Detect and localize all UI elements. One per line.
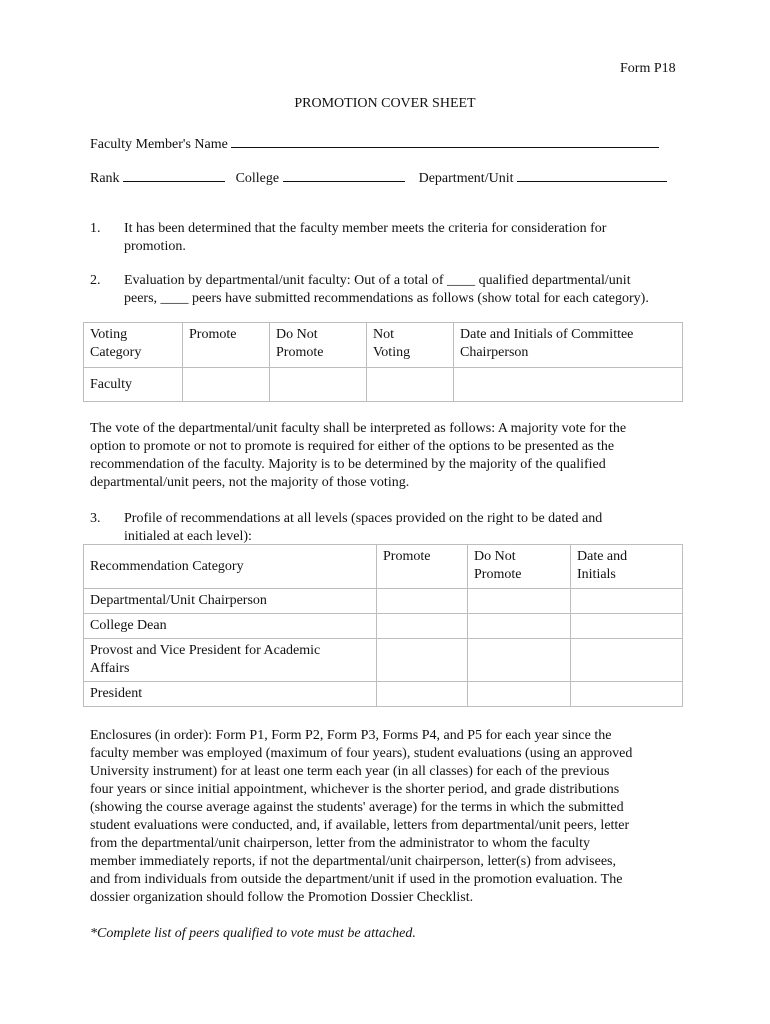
header-text: Not	[373, 327, 394, 342]
rank-label: Rank	[90, 171, 120, 186]
row-label-line: Provost and Vice President for Academic	[90, 643, 321, 658]
header-text: Promote	[474, 567, 522, 582]
row-label: College Dean	[84, 614, 377, 639]
entry-cell[interactable]	[571, 614, 683, 639]
row-label: Departmental/Unit Chairperson	[84, 589, 377, 614]
paragraph-line: faculty member was employed (maximum of four years), student evaluations (using an approved	[90, 746, 633, 761]
entry-cell[interactable]	[377, 589, 468, 614]
header-text: Date and	[577, 549, 628, 564]
header-text: Initials	[577, 567, 616, 582]
entry-cell[interactable]	[377, 682, 468, 707]
row-label	[84, 639, 377, 682]
item3-line: initialed at each level):	[124, 529, 252, 544]
entry-cell[interactable]	[367, 368, 454, 402]
table-header-row	[84, 323, 683, 368]
item1-text	[124, 220, 704, 256]
header-text: Promote	[276, 345, 324, 360]
enclosures-paragraph	[90, 727, 700, 907]
paragraph-line: dossier organization should follow the Promotion Dossier Checklist.	[90, 890, 474, 905]
paragraph-line: four years or since initial appointment, whichever is the shorter period, and grade distributions	[90, 782, 620, 797]
header-text: Promote	[383, 549, 431, 564]
item2-line: Evaluation by departmental/unit faculty: Out of a total of ____ qualified departmental/unit	[124, 273, 631, 288]
item3-line: Profile of recommendations at all levels (spaces provided on the right to be dated and	[124, 511, 603, 526]
row-label: President	[84, 682, 377, 707]
entry-cell[interactable]	[468, 639, 571, 682]
entry-cell[interactable]	[377, 639, 468, 682]
footnote: *Complete list of peers qualified to vote must be attached.	[90, 926, 416, 941]
header-text: Do Not	[276, 327, 318, 342]
paragraph-line: University instrument) for at least one term each year (in all classes) for each of the previous	[90, 764, 610, 779]
row-label: Faculty	[84, 368, 183, 402]
rank-row	[90, 167, 667, 188]
table-row	[84, 589, 683, 614]
entry-cell[interactable]	[377, 614, 468, 639]
header-text: Date and Initials of Committee	[460, 327, 634, 342]
header-cell	[270, 323, 367, 368]
paragraph-line: Enclosures (in order): Form P1, Form P2, Form P3, Forms P4, and P5 for each year since the	[90, 728, 612, 743]
header-text: Promote	[189, 327, 237, 342]
department-input[interactable]	[517, 167, 667, 182]
item2-line: peers, ____ peers have submitted recommendations as follows (show total for each category).	[124, 291, 649, 306]
header-cell	[367, 323, 454, 368]
row-label-line: Affairs	[90, 661, 130, 676]
item2-number: 2.	[90, 273, 101, 288]
item1-line: promotion.	[124, 239, 186, 254]
item3-text	[124, 510, 704, 546]
header-cell	[84, 323, 183, 368]
paragraph-line: from the departmental/unit chairperson, letter from the administrator to whom the faculty	[90, 836, 590, 851]
entry-cell[interactable]	[183, 368, 270, 402]
college-input[interactable]	[283, 167, 405, 182]
entry-cell[interactable]	[468, 589, 571, 614]
entry-cell[interactable]	[454, 368, 683, 402]
header-cell	[84, 545, 377, 589]
department-label: Department/Unit	[418, 171, 514, 186]
table-row	[84, 368, 683, 402]
header-cell	[183, 323, 270, 368]
item2-text	[124, 272, 724, 308]
paragraph-line: departmental/unit peers, not the majority of those voting.	[90, 475, 410, 490]
table-row	[84, 614, 683, 639]
table-header-row	[84, 545, 683, 589]
paragraph-line: student evaluations were conducted, and, if available, letters from departmental/unit peers, letter	[90, 818, 630, 833]
vote-interpretation	[90, 420, 690, 492]
header-cell	[454, 323, 683, 368]
table-row	[84, 682, 683, 707]
entry-cell[interactable]	[468, 682, 571, 707]
paragraph-line: member immediately reports, if not the departmental/unit chairperson, letter(s) from advisees,	[90, 854, 616, 869]
header-text: Recommendation Category	[90, 558, 244, 574]
faculty-name-label: Faculty Member's Name	[90, 137, 228, 152]
paragraph-line: The vote of the departmental/unit faculty shall be interpreted as follows: A majority vote for the	[90, 421, 627, 436]
header-cell	[571, 545, 683, 589]
form-id: Form P18	[620, 61, 676, 76]
paragraph-line: and from individuals from outside the department/unit if used in the promotion evaluation. The	[90, 872, 623, 887]
voting-table	[83, 322, 683, 402]
entry-cell[interactable]	[270, 368, 367, 402]
rank-input[interactable]	[123, 167, 225, 182]
header-text: Category	[90, 345, 142, 360]
header-text: Voting	[373, 345, 411, 360]
entry-cell[interactable]	[468, 614, 571, 639]
paragraph-line: recommendation of the faculty. Majority is to be determined by the majority of the qualified	[90, 457, 606, 472]
faculty-name-input[interactable]	[231, 133, 659, 148]
faculty-name-field	[90, 133, 659, 154]
college-label: College	[235, 171, 280, 186]
table-row	[84, 639, 683, 682]
item3-number: 3.	[90, 511, 101, 526]
page-title: PROMOTION COVER SHEET	[294, 96, 476, 111]
header-text: Do Not	[474, 549, 516, 564]
entry-cell[interactable]	[571, 639, 683, 682]
recommendation-table	[83, 544, 683, 707]
item1-line: It has been determined that the faculty member meets the criteria for consideration for	[124, 221, 607, 236]
paragraph-line: option to promote or not to promote is required for either of the options to be presented as the	[90, 439, 615, 454]
paragraph-line: (showing the course average against the students' average) for the terms in which the submitted	[90, 800, 624, 815]
entry-cell[interactable]	[571, 682, 683, 707]
header-cell	[377, 545, 468, 589]
entry-cell[interactable]	[571, 589, 683, 614]
item1-number: 1.	[90, 221, 101, 236]
header-cell	[468, 545, 571, 589]
header-text: Voting	[90, 327, 128, 342]
header-text: Chairperson	[460, 345, 529, 360]
